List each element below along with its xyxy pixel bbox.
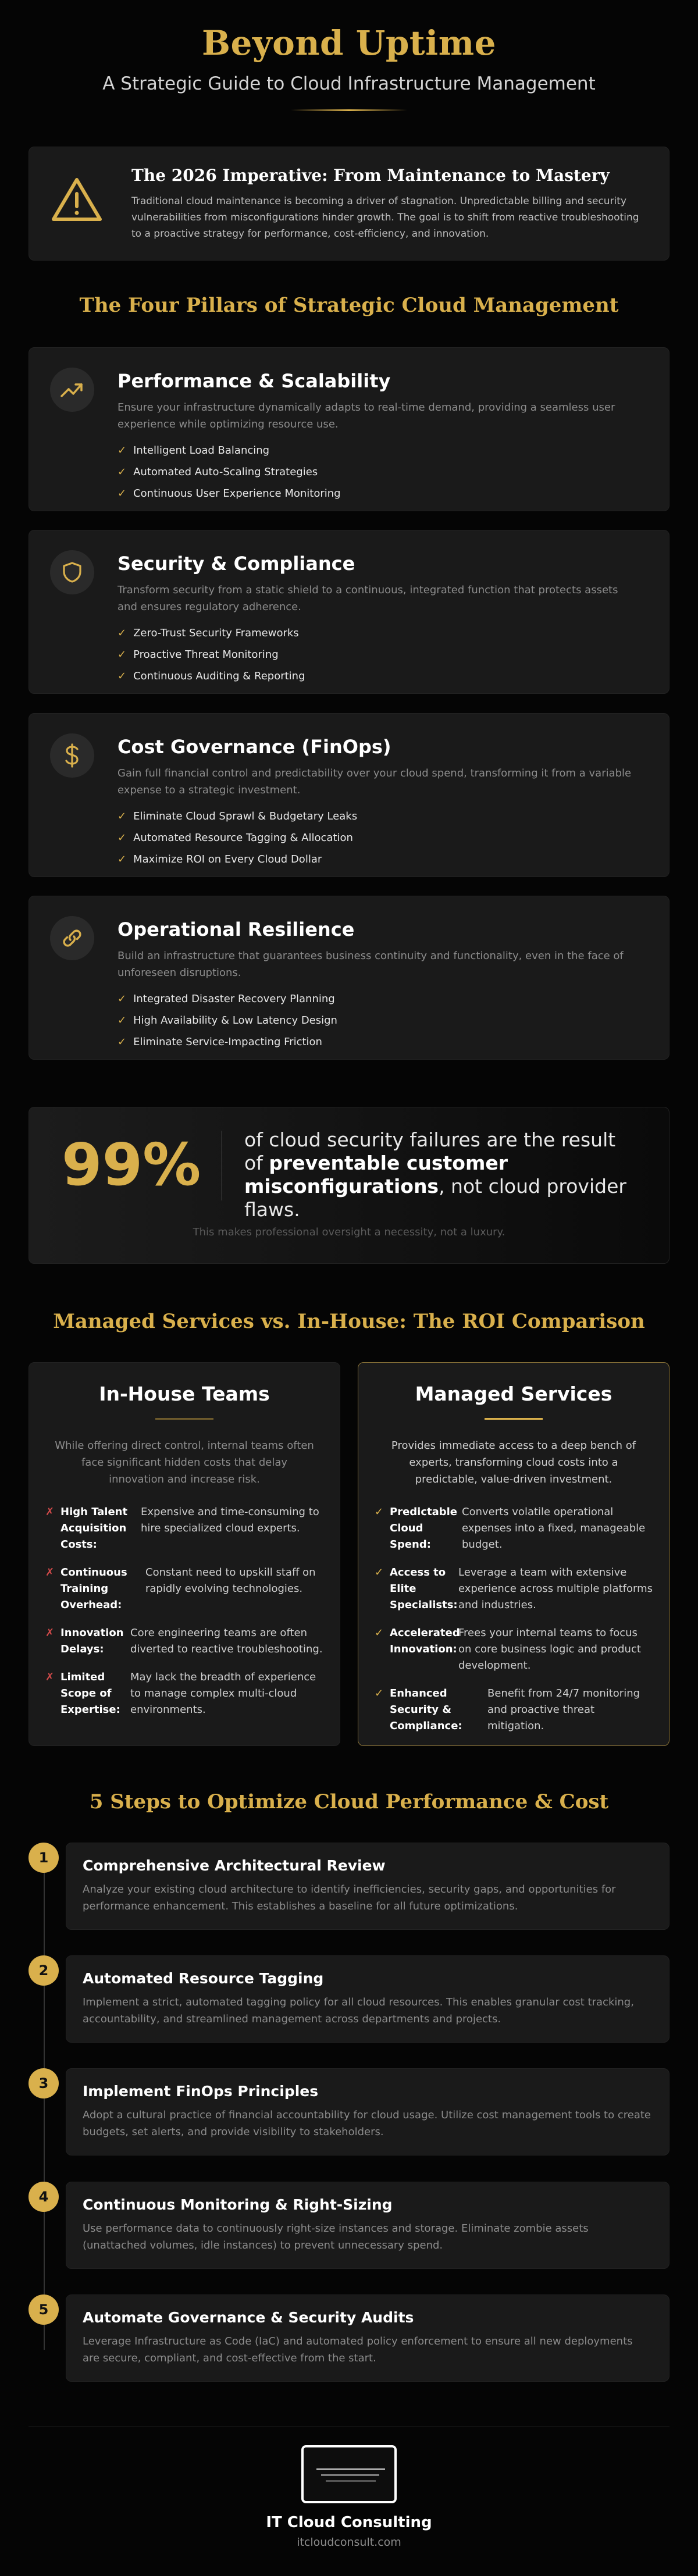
step-desc: Leverage Infrastructure as Code (IaC) and automated policy enforcement to ensure all new deployments are secure, compliant, and cost-effective from the start. bbox=[83, 2335, 633, 2364]
pillar-title: Cost Governance (FinOps) bbox=[117, 736, 391, 758]
list-item: ✓ Continuous Auditing & Reporting bbox=[117, 670, 305, 682]
pillar-desc: Ensure your infrastructure dynamically adapts to real-time demand, providing a seamless user experience while optimizing resource use. bbox=[117, 401, 615, 430]
stat-text: of cloud security failures are the result of preventable customer misconfigurations, not cloud provider flaws. bbox=[244, 1128, 626, 1221]
pillar-card-performance bbox=[29, 347, 669, 511]
pillar-title: Security & Compliance bbox=[117, 553, 355, 575]
check-icon: ✓ bbox=[117, 1014, 127, 1027]
list-item: ✓ Integrated Disaster Recovery Planning bbox=[117, 993, 335, 1005]
inhouse-intro: While offering direct control, internal teams often face significant hidden costs that delay innovation and increase risk. bbox=[55, 1440, 314, 1485]
check-icon: ✓ bbox=[117, 853, 127, 865]
check-icon: ✓ bbox=[117, 444, 127, 457]
page-title: Beyond Uptime bbox=[202, 23, 496, 63]
list-item: ✗ Continuous Training Overhead: Constant need to upskill staff on rapidly evolving technologies. bbox=[45, 1565, 323, 1613]
pillar-list bbox=[117, 806, 641, 870]
check-icon: ✓ bbox=[375, 1687, 384, 1699]
check-icon: ✓ bbox=[117, 487, 127, 500]
list-item: ✗ High Talent Acquisition Costs: Expensive and time-consuming to hire specialized cloud experts. bbox=[45, 1504, 323, 1553]
managed-title: Managed Services bbox=[415, 1383, 612, 1405]
step-card bbox=[66, 2294, 669, 2382]
step-card bbox=[66, 1843, 669, 1930]
check-icon: ✓ bbox=[375, 1627, 384, 1639]
step-card bbox=[66, 2068, 669, 2155]
pillar-list bbox=[117, 622, 641, 687]
list-item: ✓ Accelerated Innovation: Frees your internal teams to focus on core business logic and product development. bbox=[375, 1625, 653, 1674]
list-item: ✓ Enhanced Security & Compliance: Benefit from 24/7 monitoring and proactive threat mitigation. bbox=[375, 1686, 653, 1734]
pillar-list bbox=[117, 440, 641, 504]
step-card bbox=[66, 1955, 669, 2043]
check-icon: ✓ bbox=[117, 810, 127, 822]
pillar-title: Performance & Scalability bbox=[117, 370, 391, 392]
step-number: 4 bbox=[29, 2182, 59, 2212]
stat-callout bbox=[29, 1107, 669, 1264]
comparison-heading: Managed Services vs. In-House: The ROI Comparison bbox=[53, 1310, 645, 1333]
step-title: Comprehensive Architectural Review bbox=[83, 1857, 386, 1874]
list-item: ✓ Automated Auto-Scaling Strategies bbox=[117, 466, 318, 478]
hero-header bbox=[0, 0, 698, 116]
list-item: ✓ Intelligent Load Balancing bbox=[117, 444, 270, 457]
imperative-body: Traditional cloud maintenance is becoming a driver of stagnation. Unpredictable billing and security vulnerabilities from misconfigurations hinder growth. The goal is to shift from reactive troubleshooting to a proactive strategy for performance, cost-efficiency, and innovation. bbox=[131, 195, 639, 240]
pillar-card-cost bbox=[29, 713, 669, 877]
check-icon: ✓ bbox=[117, 670, 127, 682]
stat-emphasis: preventable customer misconfigurations bbox=[244, 1152, 508, 1198]
pillar-desc: Transform security from a static shield to a continuous, integrated function that protects assets and ensures regulatory adherence. bbox=[117, 584, 618, 613]
inhouse-card bbox=[29, 1362, 340, 1746]
card-divider bbox=[155, 1418, 213, 1420]
check-icon: ✓ bbox=[117, 1036, 127, 1048]
list-item: ✓ Automated Resource Tagging & Allocation bbox=[117, 832, 353, 844]
step-number: 2 bbox=[29, 1955, 59, 1986]
steps-heading: 5 Steps to Optimize Cloud Performance & Cost bbox=[89, 1790, 609, 1813]
stat-divider bbox=[221, 1131, 222, 1200]
trending-up-icon bbox=[50, 368, 94, 412]
title-divider bbox=[291, 109, 407, 111]
card-divider bbox=[485, 1418, 543, 1420]
step-desc: Implement a strict, automated tagging policy for all cloud resources. This enables granular cost tracking, accountability, and streamlined management across departments and projects. bbox=[83, 1996, 634, 2025]
stat-value: 99% bbox=[62, 1131, 201, 1199]
step-card bbox=[66, 2182, 669, 2269]
footer-url[interactable]: itcloudconsult.com bbox=[297, 2536, 401, 2549]
list-item: ✗ Limited Scope of Expertise: May lack the breadth of experience to manage complex multi-cloud environments. bbox=[45, 1669, 323, 1718]
imperative-title: The 2026 Imperative: From Maintenance to Mastery bbox=[131, 166, 610, 185]
imperative-callout bbox=[29, 147, 669, 261]
pillar-title: Operational Resilience bbox=[117, 918, 355, 940]
list-item: ✓ Maximize ROI on Every Cloud Dollar bbox=[117, 853, 322, 865]
steps-timeline bbox=[44, 1855, 45, 2350]
pillar-card-security bbox=[29, 530, 669, 694]
page-subtitle: A Strategic Guide to Cloud Infrastructure Management bbox=[102, 73, 596, 94]
list-item: ✓ Proactive Threat Monitoring bbox=[117, 649, 279, 661]
step-title: Automated Resource Tagging bbox=[83, 1970, 324, 1987]
step-number: 1 bbox=[29, 1843, 59, 1873]
dollar-icon bbox=[50, 733, 94, 778]
cross-icon: ✗ bbox=[45, 1671, 55, 1683]
check-icon: ✓ bbox=[117, 993, 127, 1005]
footer-brand: IT Cloud Consulting bbox=[266, 2514, 432, 2531]
pillar-list bbox=[117, 988, 641, 1053]
link-icon bbox=[50, 916, 94, 960]
pillars-heading: The Four Pillars of Strategic Cloud Management bbox=[79, 294, 619, 317]
list-item: ✓ Eliminate Service-Impacting Friction bbox=[117, 1036, 322, 1048]
list-item: ✗ Innovation Delays: Core engineering teams are often diverted to reactive troubleshooting. bbox=[45, 1625, 323, 1658]
pillar-desc: Gain full financial control and predictability over your cloud spend, transforming it from a variable expense to a strategic investment. bbox=[117, 767, 632, 796]
step-title: Continuous Monitoring & Right-Sizing bbox=[83, 2196, 393, 2213]
company-logo bbox=[301, 2445, 397, 2503]
step-title: Automate Governance & Security Audits bbox=[83, 2309, 414, 2326]
list-item: ✓ High Availability & Low Latency Design bbox=[117, 1014, 337, 1027]
inhouse-title: In-House Teams bbox=[99, 1383, 270, 1405]
cross-icon: ✗ bbox=[45, 1506, 55, 1518]
list-item: ✓ Continuous User Experience Monitoring bbox=[117, 487, 341, 500]
shield-icon bbox=[50, 550, 94, 594]
check-icon: ✓ bbox=[117, 627, 127, 639]
stat-note: This makes professional oversight a necessity, not a luxury. bbox=[193, 1226, 505, 1238]
step-desc: Analyze your existing cloud architecture to identify inefficiencies, security gaps, and opportunities for performance enhancement. This establishes a baseline for all future optimizations. bbox=[83, 1883, 616, 1912]
step-title: Implement FinOps Principles bbox=[83, 2083, 319, 2100]
step-number: 5 bbox=[29, 2294, 59, 2325]
list-item: ✓ Access to Elite Specialists: Leverage a team with extensive experience across multiple platforms and industries. bbox=[375, 1565, 653, 1613]
cross-icon: ✗ bbox=[45, 1566, 55, 1579]
step-desc: Use performance data to continuously right-size instances and storage. Eliminate zombie assets (unattached volumes, idle instances) to prevent unnecessary spend. bbox=[83, 2222, 589, 2251]
check-icon: ✓ bbox=[117, 832, 127, 844]
check-icon: ✓ bbox=[117, 649, 127, 661]
list-item: ✓ Eliminate Cloud Sprawl & Budgetary Leaks bbox=[117, 810, 358, 822]
managed-card bbox=[358, 1362, 669, 1746]
step-desc: Adopt a cultural practice of financial accountability for cloud usage. Utilize cost management tools to create budgets, set alerts, and provide visibility to stakeholders. bbox=[83, 2109, 651, 2138]
step-number: 3 bbox=[29, 2068, 59, 2098]
list-item: ✓ Zero-Trust Security Frameworks bbox=[117, 627, 299, 639]
list-item: ✓ Predictable Cloud Spend: Converts volatile operational expenses into a fixed, manageable budget. bbox=[375, 1504, 653, 1553]
warning-icon bbox=[50, 166, 108, 241]
check-icon: ✓ bbox=[117, 466, 127, 478]
pillar-desc: Build an infrastructure that guarantees business continuity and functionality, even in the face of unforeseen disruptions. bbox=[117, 950, 624, 979]
cross-icon: ✗ bbox=[45, 1627, 55, 1639]
check-icon: ✓ bbox=[375, 1566, 384, 1579]
check-icon: ✓ bbox=[375, 1506, 384, 1518]
pillar-card-resilience bbox=[29, 896, 669, 1060]
managed-intro: Provides immediate access to a deep bench of experts, transforming cloud costs into a predictable, value-driven investment. bbox=[391, 1440, 636, 1485]
